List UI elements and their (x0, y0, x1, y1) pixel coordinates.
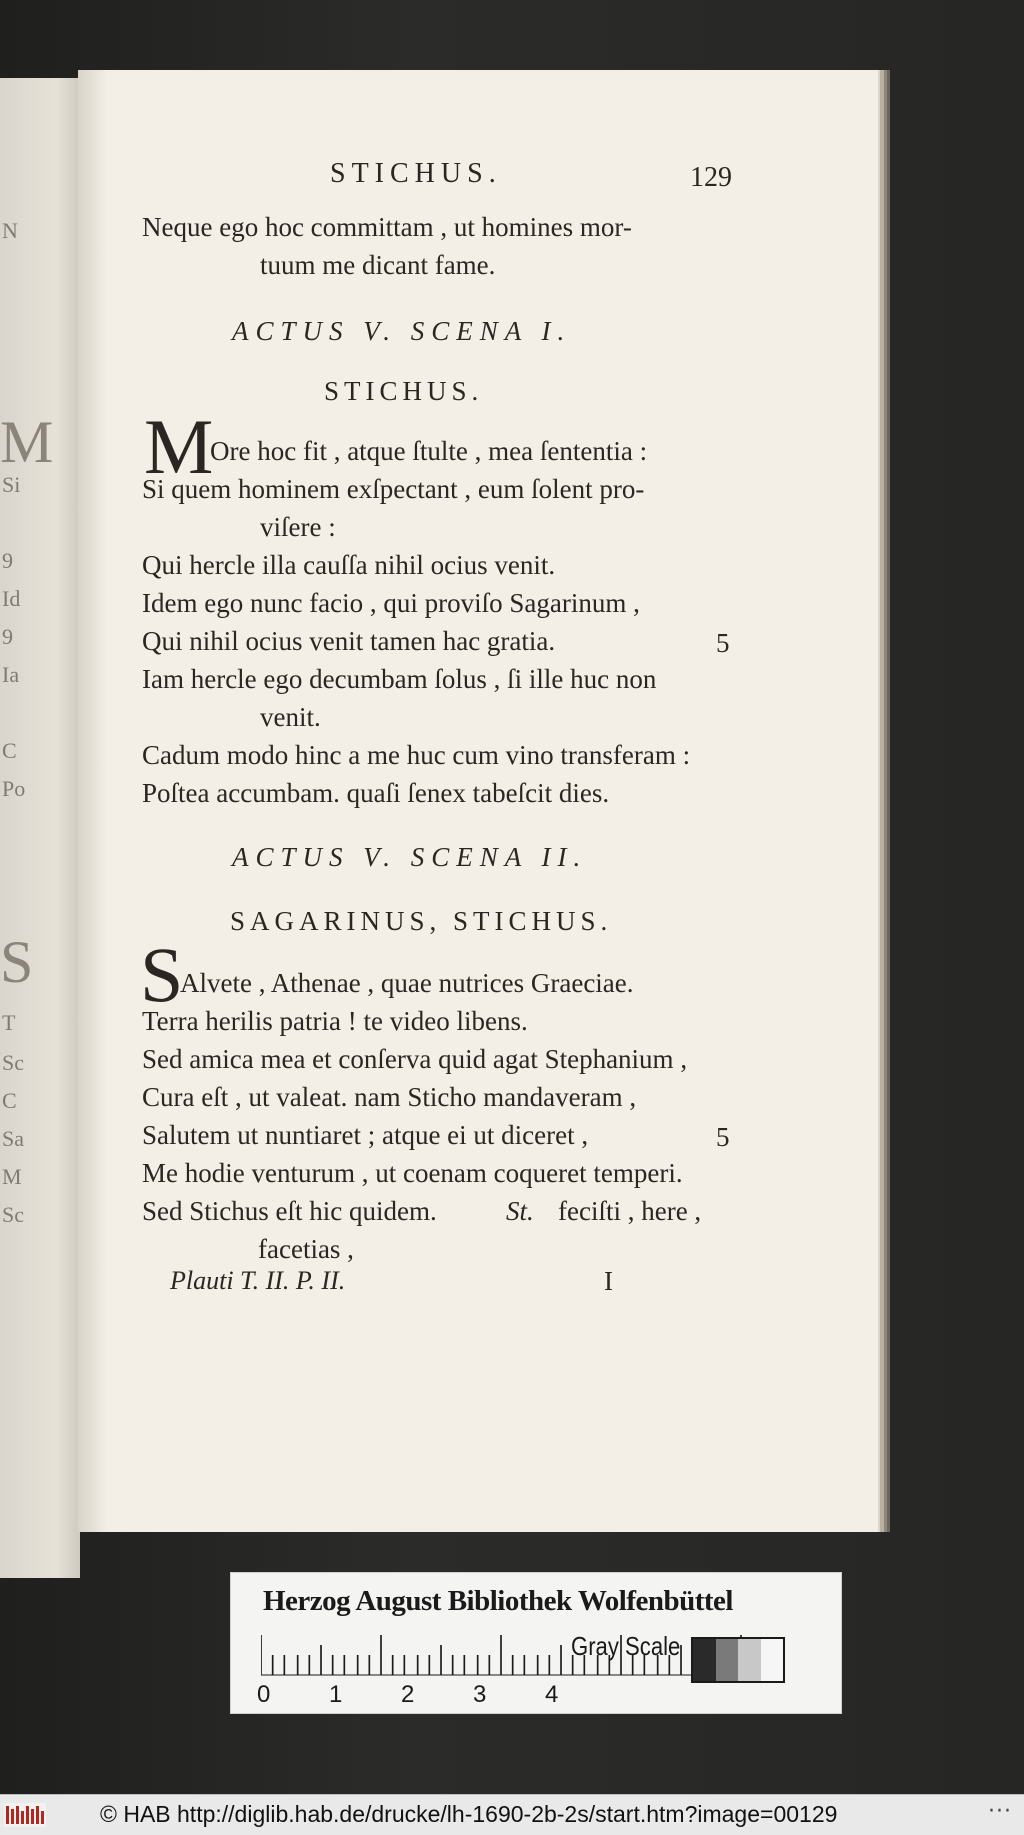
left-page-fragment: M (2, 1164, 22, 1189)
verse-number: 5 (716, 1122, 730, 1152)
left-page-fragment: Sa (2, 1126, 24, 1151)
text-line: Cadum modo hinc a me huc cum vino transferam : (142, 740, 691, 770)
text-line: Idem ego nunc facio , qui proviſo Sagarinum , (142, 588, 640, 618)
verse-number: 5 (716, 628, 730, 658)
text-line: Cura eſt , ut valeat. nam Sticho mandaveram , (142, 1082, 637, 1112)
ruler-label: 3 (473, 1681, 487, 1708)
left-page-fragment: S (0, 929, 34, 995)
left-page-fragment: 9 (2, 624, 13, 649)
scale-ruler (261, 1635, 761, 1679)
status-bar (0, 1794, 1024, 1835)
text-line: Qui nihil ocius venit tamen hac gratia. (142, 626, 556, 656)
gray-scale-label: Gray Scale (571, 1631, 681, 1661)
drop-cap: M (144, 403, 214, 490)
text-line: tuum me dicant fame. (260, 250, 496, 280)
more-icon[interactable]: ··· (988, 1799, 1012, 1824)
signature-mark: I (604, 1266, 613, 1296)
gray-patch (738, 1639, 761, 1681)
page-number: 129 (690, 162, 732, 193)
ruler-label: 4 (545, 1681, 559, 1708)
printer-signature: Plauti T. II. P. II. (170, 1266, 346, 1295)
color-target (230, 1572, 842, 1714)
gray-patch (761, 1639, 784, 1681)
ruler-label: 2 (401, 1681, 415, 1708)
ruler-label: 0 (257, 1681, 271, 1708)
text-line: viſere : (260, 512, 336, 542)
left-page-fragment: Ia (2, 662, 20, 687)
left-page-fragment: C (2, 738, 17, 763)
left-page-fragment: Si (2, 472, 21, 497)
image-url[interactable]: © HAB http://diglib.hab.de/drucke/lh-1690-2b-2s/start.htm?image=00129 (100, 1801, 838, 1827)
left-page-fragment: Sc (2, 1050, 24, 1075)
running-head: STICHUS. (330, 158, 502, 189)
text-line: Sed amica mea et conſerva quid agat Stephanium , (142, 1044, 688, 1074)
text-line: feciſti , here , (558, 1196, 702, 1226)
ruler-label: 1 (329, 1681, 343, 1708)
speaker-heading: SAGARINUS, STICHUS. (230, 906, 613, 936)
text-line: Me hodie venturum , ut coenam coqueret temperi. (142, 1158, 683, 1188)
page-gutter-shadow (78, 70, 108, 1532)
library-name: Herzog August Bibliothek Wolfenbüttel (263, 1585, 733, 1617)
text-line: Iam hercle ego decumbam ſolus , ſi ille huc non (142, 664, 657, 694)
speaker-abbrev: St. (506, 1196, 534, 1226)
gray-patch (716, 1639, 739, 1681)
text-line: Qui hercle illa cauſſa nihil ocius venit. (142, 550, 556, 580)
left-page-fragment: Id (2, 586, 21, 611)
text-line: Terra herilis patria ! te video libens. (142, 1006, 528, 1036)
text-line: Alvete , Athenae , quae nutrices Graeciae. (180, 968, 634, 998)
scene-heading: ACTUS V. SCENA I. (232, 316, 572, 346)
left-page-fragment: 9 (2, 548, 13, 573)
text-line: Ore hoc fit , atque ſtulte , mea ſententia : (210, 436, 648, 466)
gray-scale-patches (691, 1637, 785, 1683)
left-page-fragment: N (2, 218, 18, 243)
text-line: Poſtea accumbam. quaſi ſenex tabeſcit dies. (142, 778, 610, 808)
left-page-fragment: Po (2, 776, 26, 801)
text-line: Sed Stichus eſt hic quidem. (142, 1196, 437, 1226)
text-line: Neque ego hoc committam , ut homines mor- (142, 212, 632, 242)
previous-page-edge (0, 78, 80, 1578)
text-line: Si quem hominem exſpectant , eum ſolent pro- (142, 474, 645, 504)
left-page-fragment: C (2, 1088, 17, 1113)
hab-logo-icon (4, 1803, 46, 1827)
text-line: Salutem ut nuntiaret ; atque ei ut diceret , (142, 1120, 589, 1150)
text-line: venit. (260, 702, 321, 732)
left-page-fragment: Sc (2, 1202, 24, 1227)
text-line: facetias , (258, 1234, 354, 1264)
speaker-heading: STICHUS. (324, 376, 484, 406)
left-page-fragment: M (0, 409, 54, 475)
left-page-fragment: T (2, 1010, 16, 1035)
drop-cap: S (140, 931, 184, 1018)
gray-patch (693, 1639, 716, 1681)
scene-heading: ACTUS V. SCENA II. (232, 842, 588, 872)
